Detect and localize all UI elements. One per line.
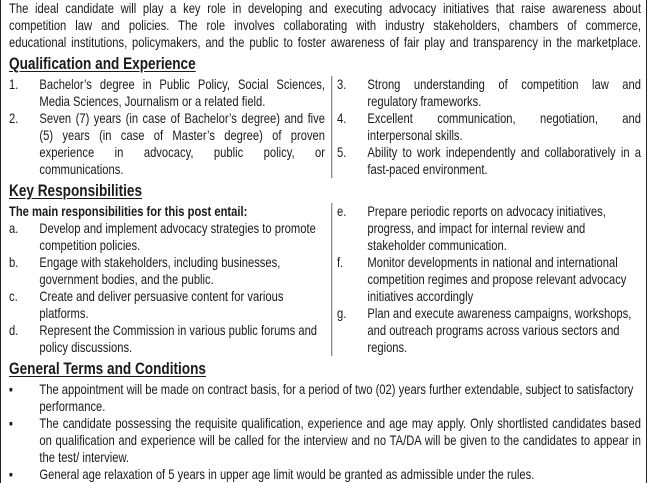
terms-heading: General Terms and Conditions (9, 359, 206, 378)
responsibilities-heading: Key Responsibilities (9, 181, 143, 200)
list-item (9, 110, 325, 178)
item-text: Excellent communication, negotiation, and interpersonal skills. (367, 110, 641, 143)
list-item (9, 415, 641, 466)
bullet-icon: ▪ (9, 415, 13, 431)
job-advertisement (1, 0, 648, 483)
item-text: General age relaxation of 5 years in upper age limit would be granted as admissible under the rules. (39, 466, 535, 482)
item-text: Represent the Commission in various public forums and policy discussions. (39, 322, 318, 355)
terms-list (9, 381, 641, 483)
item-letter: f. (337, 254, 344, 270)
item-text: Bachelor’s degree in Public Policy, Social Sciences, Media Sciences, Journalism or a related field. (39, 76, 326, 109)
list-item (337, 305, 641, 356)
qualification-left-column (9, 76, 332, 178)
item-letter: g. (337, 305, 347, 321)
item-text: Strong understanding of competition law and regulatory frameworks. (367, 76, 641, 109)
list-item (337, 144, 641, 178)
responsibilities-intro: The main responsibilities for this post entail: (9, 203, 248, 219)
item-text: Seven (7) years (in case of Bachelor’s degree) and five (5) years (in case of Master’s degree) of proven experience in advocacy, public policy, or communications. (39, 110, 326, 177)
list-item (9, 76, 325, 110)
intro-line: educational institutions, policymakers, and the public to foster awareness of fair play and transparency in the marketplace. (9, 34, 641, 50)
item-text: Develop and implement advocacy strategies to promote competition policies. (39, 220, 316, 253)
bullet-icon: ▪ (9, 381, 13, 397)
list-item (337, 203, 641, 254)
bullet-icon: ▪ (9, 466, 13, 482)
list-item (9, 381, 641, 415)
item-number: 2. (9, 110, 19, 126)
item-letter: d. (9, 322, 19, 338)
item-text: The appointment will be made on contract basis, for a period of two (02) years further extendable, subject to satisfactory performance. (39, 381, 634, 414)
list-item (9, 288, 325, 322)
item-number: 1. (9, 76, 19, 92)
item-letter: e. (337, 203, 347, 219)
list-item (9, 220, 325, 254)
item-letter: a. (9, 220, 19, 236)
responsibilities-right-column (332, 203, 641, 356)
list-item (9, 322, 325, 356)
item-number: 4. (337, 110, 347, 126)
list-item (9, 254, 325, 288)
item-text: Create and deliver persuasive content for various platforms. (39, 288, 284, 321)
item-text: Plan and execute awareness campaigns, workshops, and outreach programs across various sectors and regions. (367, 305, 632, 355)
item-text: Monitor developments in national and international competition regimes and propose relevant advocacy initiatives accordingly (367, 254, 627, 304)
item-text: Ability to work independently and collaboratively in a fast-paced environment. (367, 144, 641, 177)
responsibilities-list (9, 203, 641, 356)
item-letter: c. (9, 288, 18, 304)
item-text: Prepare periodic reports on advocacy initiatives, progress, and impact for internal review and stakeholder communication. (367, 203, 606, 253)
intro-line: competition law and policies. The role involves collaborating with industry stakeholders, chambers of commerce, (9, 17, 641, 33)
intro-paragraph (9, 0, 641, 51)
item-text: The candidate possessing the requisite qualification, experience and age may apply. Only shortlisted candidates based on qualification and experience will be called for the interview and no TA/DA will be given to the candidates to appear in the test/ interview. (39, 415, 641, 465)
qualification-heading: Qualification and Experience (9, 54, 196, 73)
responsibilities-left-column (9, 203, 332, 356)
qualification-list (9, 76, 641, 178)
list-item (9, 466, 641, 483)
list-item (337, 254, 641, 305)
intro-line: The ideal candidate will play a key role in developing and executing advocacy initiatives that raise awareness about (9, 0, 641, 16)
item-number: 3. (337, 76, 347, 92)
qualification-right-column (332, 76, 641, 178)
item-text: Engage with stakeholders, including businesses, government bodies, and the public. (39, 254, 281, 287)
item-number: 5. (337, 144, 347, 160)
list-item (337, 110, 641, 144)
list-item (337, 76, 641, 110)
item-letter: b. (9, 254, 19, 270)
